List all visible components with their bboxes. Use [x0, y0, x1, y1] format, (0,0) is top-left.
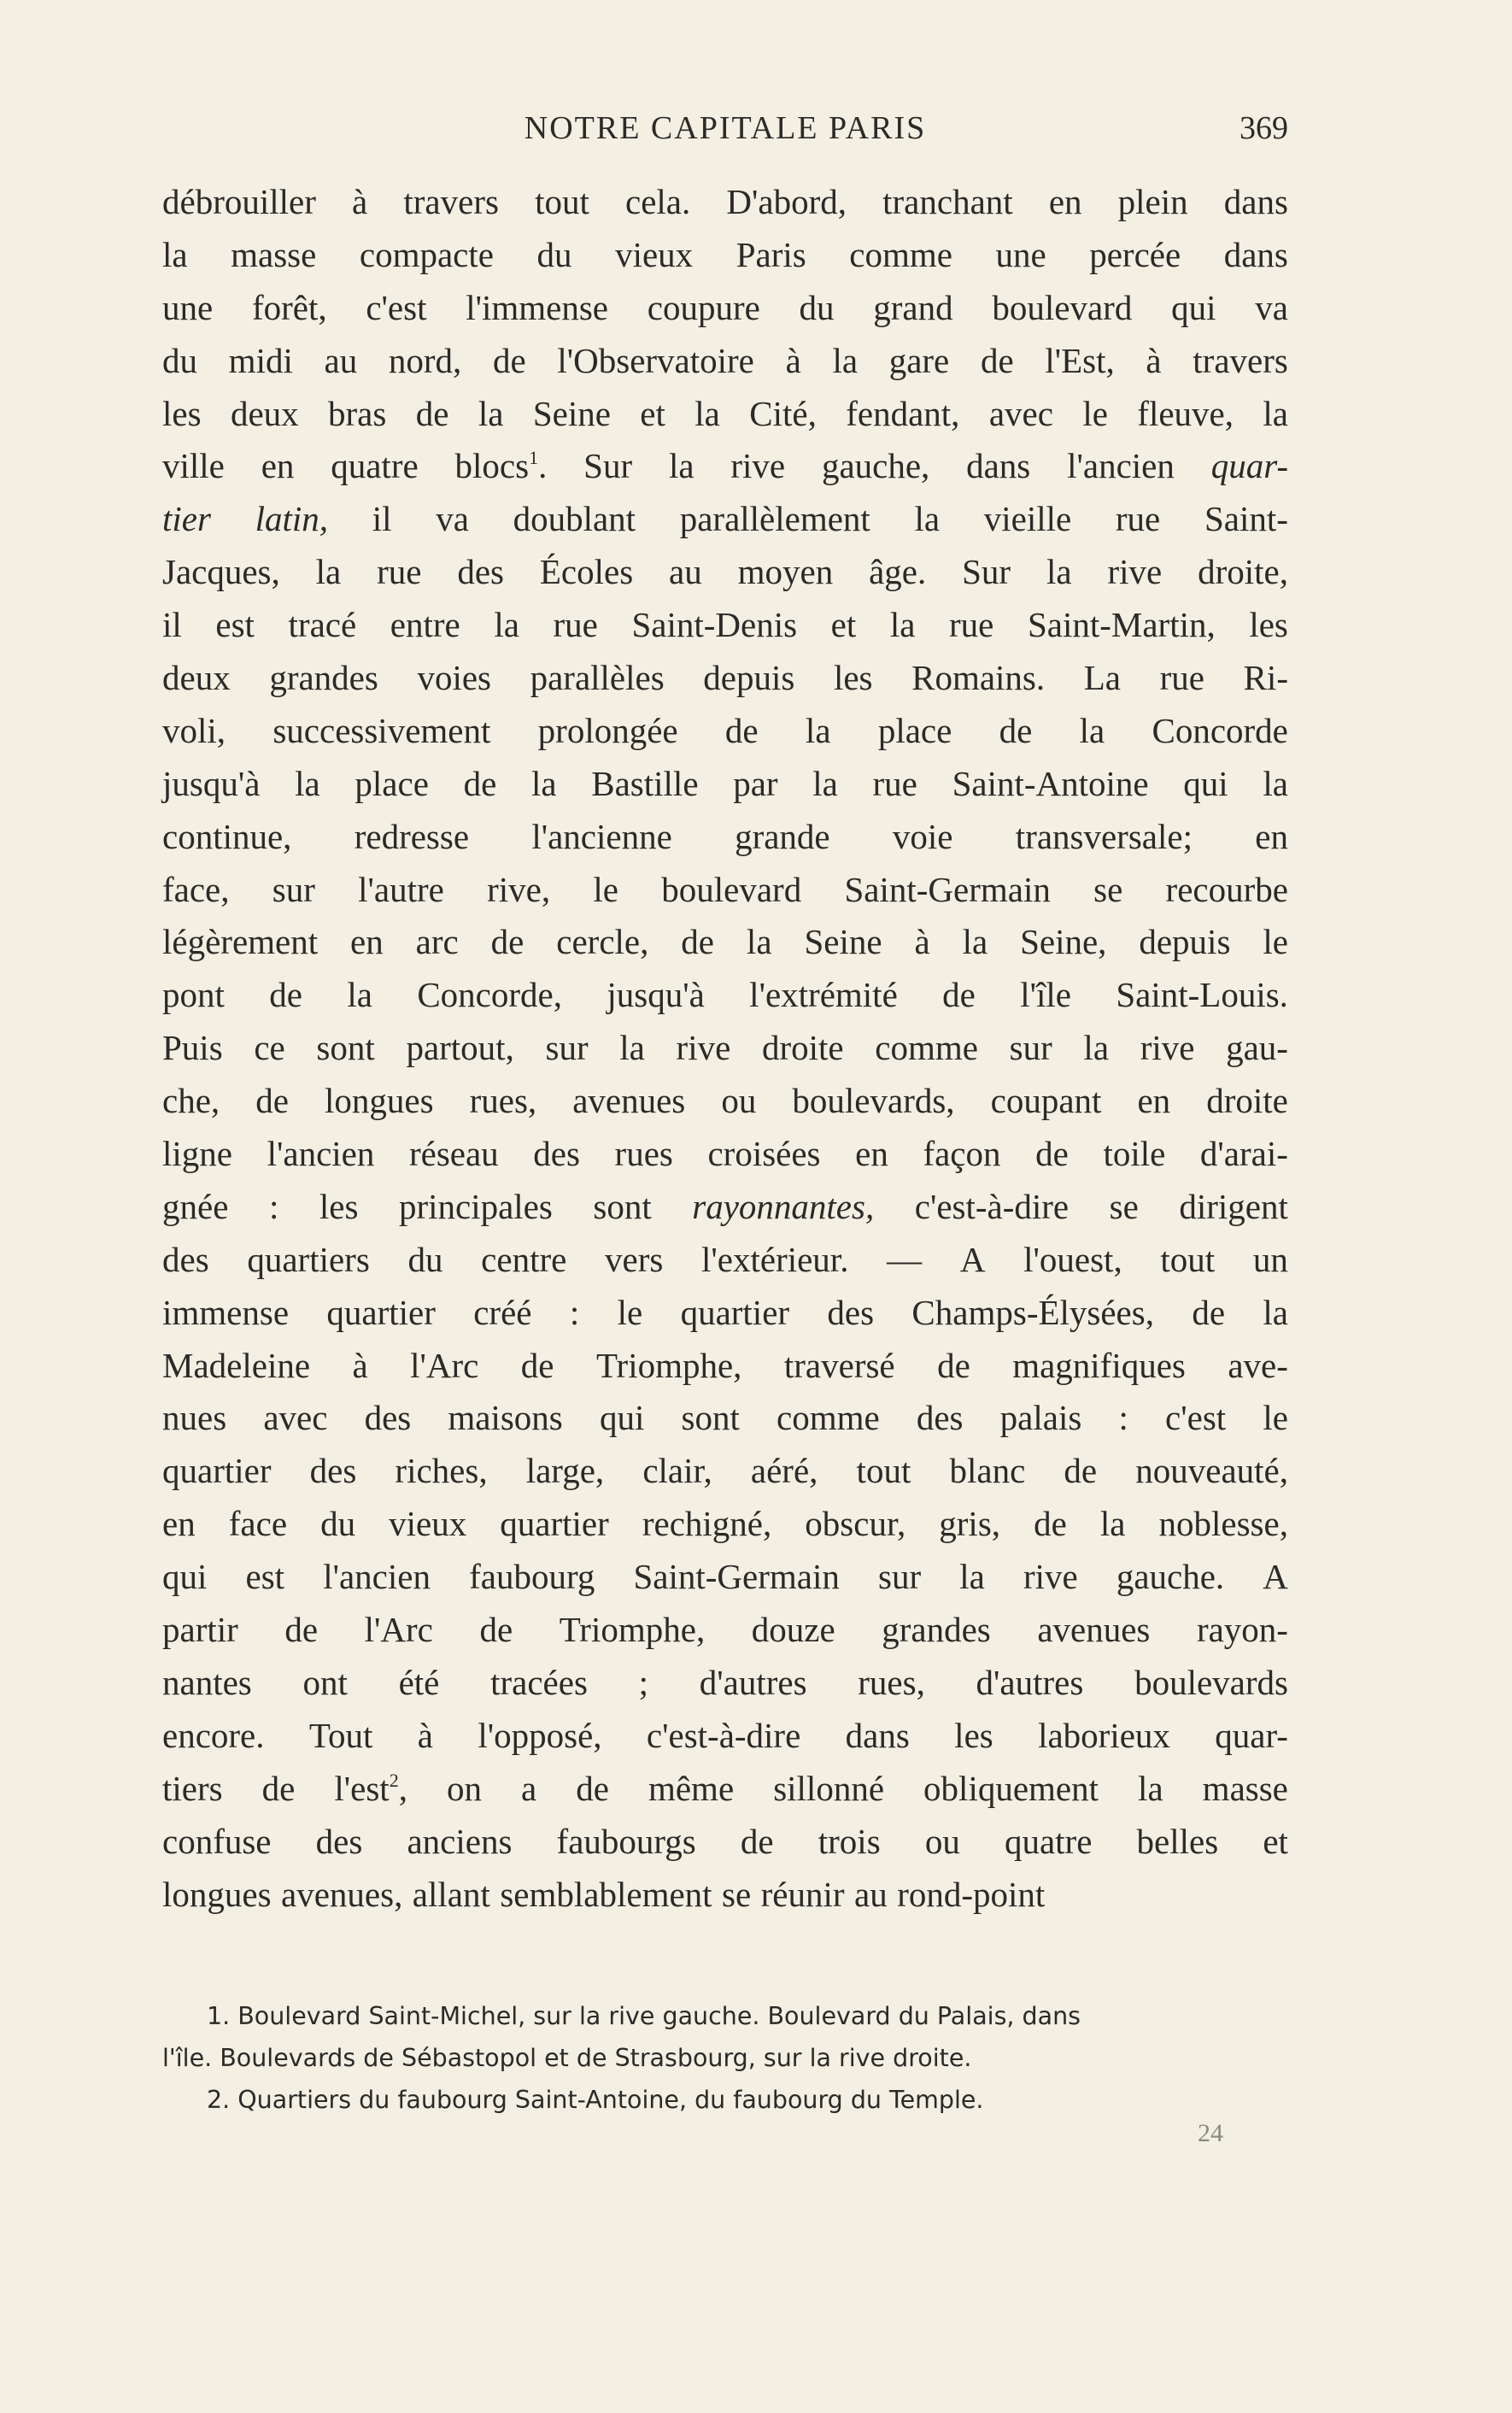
footnotes: [162, 1995, 1288, 2121]
footnote-1-line-1: 1. Boulevard Saint-Michel, sur la rive gauche. Boulevard du Palais, dans: [207, 2002, 1081, 2030]
text-line: qui est l'ancien faubourg Saint-Germain sur la rive gauche. A: [162, 1557, 1288, 1597]
text-line: face, sur l'autre rive, le boulevard Saint-Germain se recourbe: [162, 869, 1288, 909]
text-line: continue, redresse l'ancienne grande voie transversale; en: [162, 816, 1288, 856]
text-line: encore. Tout à l'opposé, c'est-à-dire dans les laborieux quar-: [162, 1715, 1288, 1755]
text-line: ligne l'ancien réseau des rues croisées en façon de toile d'arai-: [162, 1134, 1288, 1174]
text-line: Puis ce sont partout, sur la rive droite comme sur la rive gau-: [162, 1028, 1288, 1068]
text-line: immense quartier créé : le quartier des Champs-Élysées, de la: [162, 1292, 1288, 1332]
page-number: 369: [1239, 110, 1288, 146]
body-text: [162, 176, 1288, 1921]
footnote-1-line-2: l'île. Boulevards de Sébastopol et de Strasbourg, sur la rive droite.: [162, 2044, 972, 2072]
text-line: en face du vieux quartier rechigné, obscur, gris, de la noblesse,: [162, 1504, 1288, 1544]
text-line: pont de la Concorde, jusqu'à l'extrémité de l'île Saint-Louis.: [162, 975, 1288, 1015]
text-line: une forêt, c'est l'immense coupure du grand boulevard qui va: [162, 287, 1288, 327]
text-line: tier latin, il va doublant parallèlement la vieille rue Saint-: [162, 499, 1288, 539]
text-line: confuse des anciens faubourgs de trois ou quatre belles et: [162, 1821, 1288, 1861]
text-line: il est tracé entre la rue Saint-Denis et la rue Saint-Martin, les: [162, 605, 1288, 645]
text-line: légèrement en arc de cercle, de la Seine à la Seine, depuis le: [162, 922, 1288, 962]
text-line: deux grandes voies parallèles depuis les Romains. La rue Ri-: [162, 658, 1288, 698]
text-line: Madeleine à l'Arc de Triomphe, traversé de magnifiques ave-: [162, 1345, 1288, 1385]
text-line: ville en quatre blocs$^1$. Sur la rive gauche, dans l'ancien quar-: [162, 446, 1288, 486]
text-line: jusqu'à la place de la Bastille par la rue Saint-Antoine qui la: [162, 763, 1288, 803]
running-title: NOTRE CAPITALE PARIS: [524, 110, 927, 146]
text-line: tiers de l'est$^2$, on a de même sillonné obliquement la masse: [162, 1768, 1288, 1808]
footnote-2: 2. Quartiers du faubourg Saint-Antoine, du faubourg du Temple.: [207, 2086, 984, 2114]
text-line: du midi au nord, de l'Observatoire à la gare de l'Est, à travers: [162, 340, 1288, 380]
text-line: gnée : les principales sont rayonnantes, c'est-à-dire se dirigent: [162, 1186, 1288, 1226]
text-line: quartier des riches, large, clair, aéré, tout blanc de nouveauté,: [162, 1451, 1288, 1491]
text-line: nantes ont été tracées ; d'autres rues, d'autres boulevards: [162, 1662, 1288, 1702]
running-header: [162, 103, 1288, 154]
text-line: débrouiller à travers tout cela. D'abord, tranchant en plein dans: [162, 182, 1288, 221]
text-line: nues avec des maisons qui sont comme des palais : c'est le: [162, 1398, 1288, 1438]
text-line: partir de l'Arc de Triomphe, douze grandes avenues rayon-: [162, 1610, 1288, 1650]
text-line: les deux bras de la Seine et la Cité, fendant, avec le fleuve, la: [162, 393, 1288, 433]
text-line: longues avenues, allant semblablement se réunir au rond-point: [162, 1874, 1046, 1914]
text-line: Jacques, la rue des Écoles au moyen âge. Sur la rive droite,: [162, 552, 1288, 592]
text-line: des quartiers du centre vers l'extérieur. — A l'ouest, tout un: [162, 1239, 1288, 1279]
text-line: che, de longues rues, avenues ou boulevards, coupant en droite: [162, 1081, 1288, 1121]
printer-signature: 24: [1198, 2119, 1223, 2147]
text-line: la masse compacte du vieux Paris comme une percée dans: [162, 234, 1288, 274]
text-line: voli, successivement prolongée de la place de la Concorde: [162, 710, 1288, 750]
